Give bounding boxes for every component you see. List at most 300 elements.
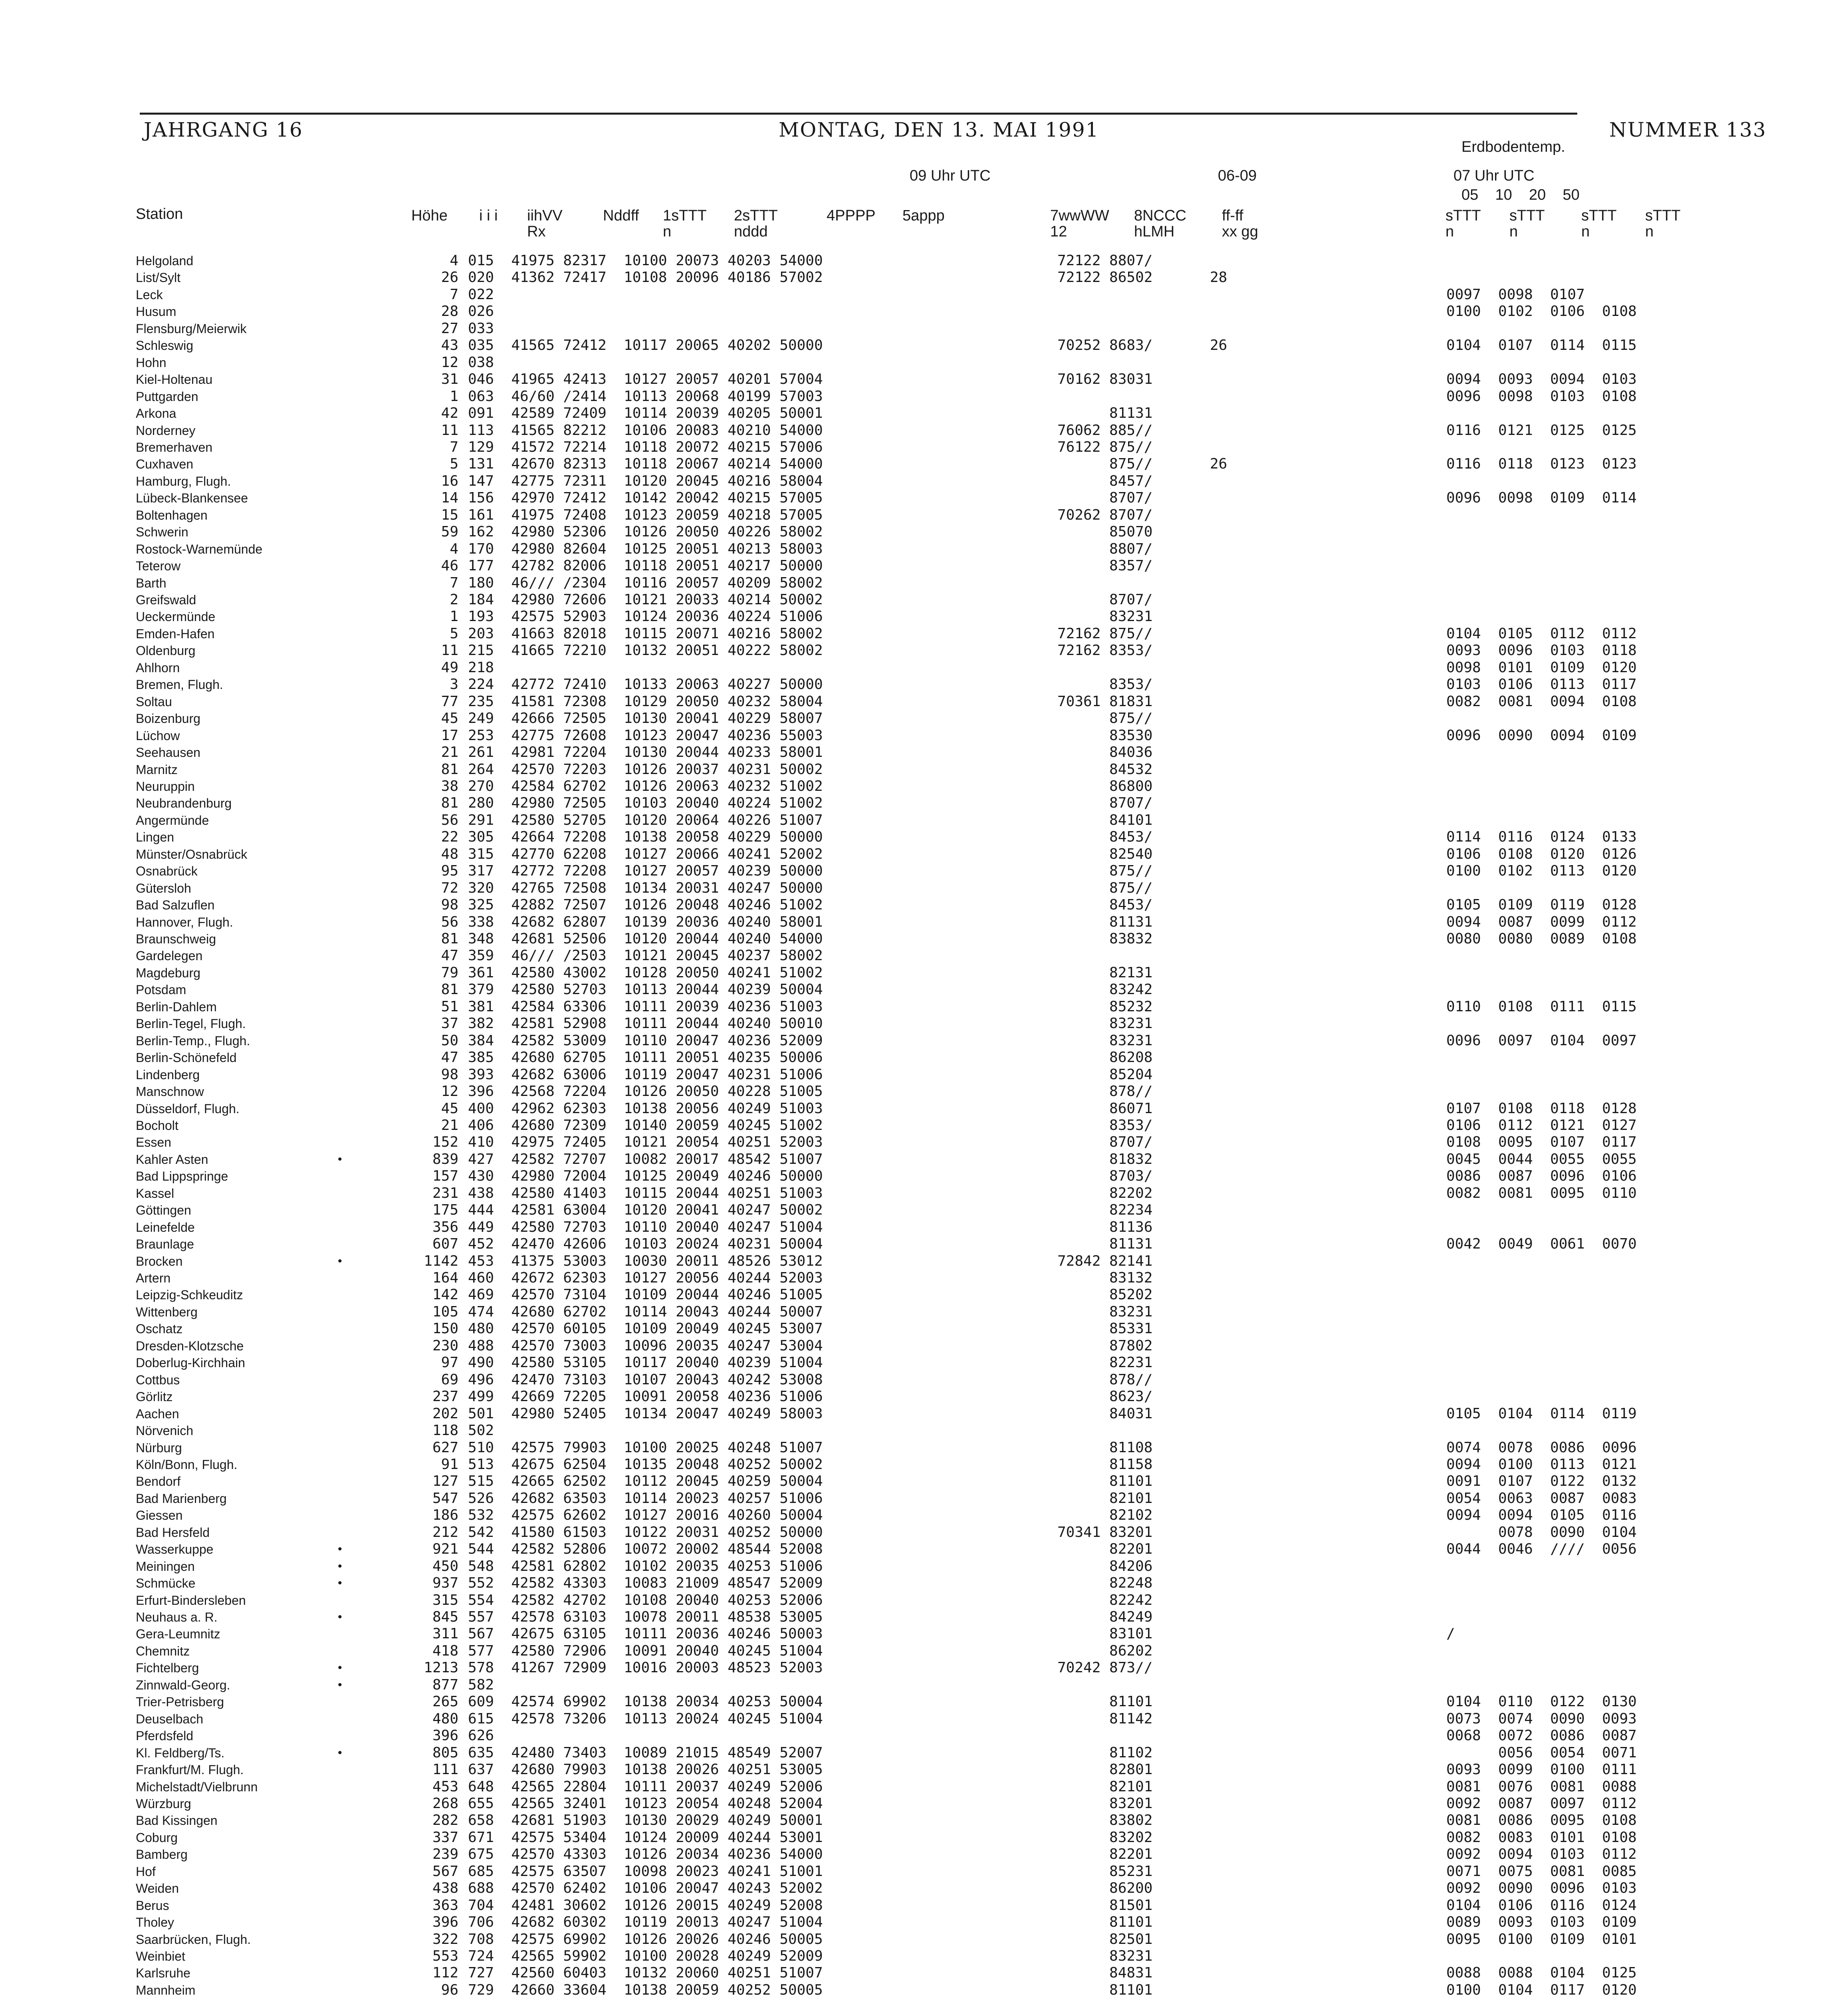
synop-groups-7-8: 86200 (1057, 1880, 1153, 1897)
table-row (0, 1576, 1848, 1590)
soil-temperatures: 0054 0063 0087 0083 (1446, 1490, 1637, 1507)
station-name: Puttgarden (136, 389, 198, 404)
station-code: 452 42470 42606 10103 20024 40231 50004 (468, 1236, 823, 1253)
station-height: 157 (432, 1168, 458, 1185)
table-row (0, 898, 1848, 912)
station-code: 449 42580 72703 10110 20040 40247 51004 (468, 1219, 823, 1235)
synop-groups-7-8: 83231 (1057, 1015, 1153, 1032)
station-code: 704 42481 30602 10126 20015 40249 52008 (468, 1897, 823, 1914)
station-height: 47 (441, 1049, 458, 1066)
station-name: Dresden-Klotzsche (136, 1338, 244, 1353)
soil-temperatures: 0104 0106 0116 0124 (1446, 1897, 1637, 1914)
station-height: 38 (441, 778, 458, 794)
station-code: 022 (468, 286, 494, 303)
station-code: 675 42570 43303 10126 20034 40236 54000 (468, 1846, 823, 1863)
station-name: Leinefelde (136, 1220, 195, 1235)
station-name: Gera-Leumnitz (136, 1627, 220, 1642)
soil-temperatures: 0086 0087 0096 0106 (1446, 1168, 1637, 1185)
station-name: Weiden (136, 1881, 179, 1896)
soil-temperatures: 0114 0116 0124 0133 (1446, 829, 1637, 846)
soil-temperatures: 0068 0072 0086 0087 (1446, 1727, 1637, 1744)
table-row (0, 661, 1848, 675)
pppp-col-header: 4PPPP (827, 207, 876, 224)
station-code: 499 42669 72205 10091 20058 40236 51006 (468, 1388, 823, 1405)
soil-temperatures: 0094 0100 0113 0121 (1446, 1456, 1637, 1473)
synop-groups-7-8: 83202 (1057, 1829, 1153, 1846)
station-name: Emden-Hafen (136, 626, 215, 641)
utc09-heading: 09 Uhr UTC (910, 167, 991, 184)
synop-groups-7-8: 86202 (1057, 1642, 1153, 1659)
station-height: 77 (441, 693, 458, 710)
station-height: 31 (441, 371, 458, 388)
table-row (0, 1458, 1848, 1471)
soil-temperatures: 0108 0095 0107 0117 (1446, 1134, 1637, 1151)
table-row (0, 457, 1848, 471)
station-code: 544 42582 52806 10072 20002 48544 52008 (468, 1541, 823, 1558)
station-name: Braunlage (136, 1237, 194, 1252)
station-height: 1 (450, 608, 458, 625)
synop-groups-7-8: 875// (1057, 879, 1153, 896)
station-name: Artern (136, 1271, 171, 1285)
table-row (0, 1949, 1848, 1963)
synop-groups-7-8: 70252 8683/ (1057, 337, 1153, 354)
station-height: 164 (432, 1270, 458, 1286)
station-code: 348 42681 52506 10120 20044 40240 54000 (468, 931, 823, 947)
table-row (0, 1695, 1848, 1709)
mountain-marker: • (338, 1559, 342, 1573)
table-row (0, 1610, 1848, 1624)
table-row (0, 305, 1848, 318)
soil-temperatures: 0094 0094 0105 0116 (1446, 1507, 1637, 1524)
station-name: Frankfurt/M. Flugh. (136, 1763, 244, 1777)
station-name: Karlsruhe (136, 1966, 190, 1981)
station-code: 438 42580 41403 10115 20044 40251 51003 (468, 1185, 823, 1201)
station-height: 175 (432, 1202, 458, 1219)
station-name: Berlin-Schönefeld (136, 1050, 237, 1065)
synop-groups-7-8: 83231 (1057, 608, 1153, 625)
station-height: 27 (441, 320, 458, 337)
station-name: Pferdsfeld (136, 1729, 194, 1743)
station-height: 282 (432, 1812, 458, 1829)
synop-groups-7-8: 8807/ (1057, 540, 1153, 557)
soil-temperatures: 0082 0081 0095 0110 (1446, 1185, 1637, 1201)
station-name: Hof (136, 1864, 156, 1879)
synop-groups-7-8: 82101 (1057, 1778, 1153, 1795)
table-row (0, 593, 1848, 607)
station-code: 129 41572 72214 10118 20072 40215 57006 (468, 439, 823, 455)
synop-groups-7-8: 875// (1057, 710, 1153, 727)
station-code: 552 42582 43303 10083 21009 48547 52009 (468, 1575, 823, 1592)
station-height: 79 (441, 964, 458, 981)
station-height: 4 (450, 252, 458, 269)
mountain-marker: • (338, 1746, 342, 1759)
synop-groups-7-8: 8707/ (1057, 795, 1153, 812)
table-row (0, 949, 1848, 963)
station-height: 186 (432, 1507, 458, 1524)
station-name: Neuhaus a. R. (136, 1610, 218, 1624)
synop-groups-7-8: 83132 (1057, 1270, 1153, 1286)
synop-groups-7-8: 8453/ (1057, 897, 1153, 913)
synop-groups-7-8: 8453/ (1057, 829, 1153, 846)
station-height: 49 (441, 659, 458, 676)
synop-groups-7-8: 72162 875// (1057, 625, 1153, 642)
station-height: 142 (432, 1286, 458, 1303)
station-height: 450 (432, 1558, 458, 1574)
table-row (0, 373, 1848, 386)
station-code: 532 42575 62602 10127 20016 40260 50004 (468, 1507, 823, 1524)
station-height: 237 (432, 1388, 458, 1405)
mountain-marker: • (338, 1661, 342, 1675)
station-name: Bremerhaven (136, 440, 213, 455)
soil-temperatures: 0103 0106 0113 0117 (1446, 676, 1637, 693)
table-row (0, 1882, 1848, 1895)
soil-temperatures: 0045 0044 0055 0055 (1446, 1151, 1637, 1167)
synop-groups-7-8: 70262 8707/ (1057, 506, 1153, 523)
synop-groups-7-8: 82131 (1057, 964, 1153, 981)
station-code: 359 46/// /2503 10121 20045 40237 58002 (468, 947, 823, 964)
station-name: Bad Kissingen (136, 1813, 218, 1828)
station-name: Barth (136, 576, 167, 590)
synop-groups-7-8: 85070 (1057, 524, 1153, 540)
station-height: 453 (432, 1778, 458, 1795)
mountain-marker: • (338, 1678, 342, 1691)
synop-groups-7-8: 83201 (1057, 1795, 1153, 1812)
synop-groups-7-8: 81158 (1057, 1456, 1153, 1473)
station-code: 177 42782 82006 10118 20051 40217 50000 (468, 558, 823, 574)
table-row (0, 1933, 1848, 1946)
range-heading: 06-09 (1218, 167, 1257, 184)
station-code: 400 42962 62303 10138 20056 40249 51003 (468, 1100, 823, 1117)
station-height: 43 (441, 337, 458, 354)
station-code: 567 42675 63105 10111 20036 40246 50003 (468, 1626, 823, 1642)
station-height: 337 (432, 1829, 458, 1846)
station-code: 046 41965 42413 10127 20057 40201 57004 (468, 371, 823, 388)
synop-groups-7-8: 85204 (1057, 1066, 1153, 1083)
synop-groups-7-8: 82501 (1057, 1931, 1153, 1947)
t1-col-header: 1sTTT n (663, 207, 707, 240)
station-name: Helgoland (136, 254, 194, 268)
station-height: 51 (441, 998, 458, 1015)
station-code: 582 (468, 1676, 494, 1693)
station-name: Braunschweig (136, 932, 216, 946)
synop-groups-7-8: 70361 81831 (1057, 693, 1153, 710)
table-row (0, 1797, 1848, 1810)
station-height: 17 (441, 727, 458, 744)
station-height: 607 (432, 1236, 458, 1253)
ff-col-header: ff-ff xx gg (1222, 207, 1258, 240)
soil-temperatures: 0105 0109 0119 0128 (1446, 897, 1637, 913)
station-height: 845 (432, 1609, 458, 1625)
station-name: Bad Salzuflen (136, 898, 215, 913)
station-height: 937 (432, 1575, 458, 1592)
station-name: Seehausen (136, 745, 200, 760)
t2-col-header: 2sTTT nddd (734, 207, 778, 240)
station-name: Oschatz (136, 1322, 183, 1336)
station-name: Neuruppin (136, 779, 195, 794)
station-code: 688 42570 62402 10106 20047 40243 52002 (468, 1880, 823, 1897)
soil-temperatures: 0081 0076 0081 0088 (1446, 1778, 1637, 1795)
soil-temperatures: 0104 0110 0122 0130 (1446, 1693, 1637, 1710)
synop-groups-7-8: 84036 (1057, 744, 1153, 761)
table-row (0, 864, 1848, 878)
synop-groups-7-8: 76062 885// (1057, 422, 1153, 439)
table-row (0, 271, 1848, 284)
station-code: 469 42570 73104 10109 20044 40246 51005 (468, 1286, 823, 1303)
table-row (0, 1746, 1848, 1760)
synop-groups-7-8: 85202 (1057, 1286, 1153, 1303)
soil-temperatures: 0104 0105 0112 0112 (1446, 625, 1637, 642)
table-row (0, 1627, 1848, 1641)
station-height: 72 (441, 879, 458, 896)
table-row (0, 1526, 1848, 1539)
table-row (0, 1000, 1848, 1014)
station-name: Saarbrücken, Flugh. (136, 1932, 251, 1947)
table-row (0, 1644, 1848, 1658)
station-height: 1 (450, 388, 458, 405)
station-name: Bad Lippspringe (136, 1169, 228, 1184)
table-row (0, 491, 1848, 505)
station-height: 96 (441, 1981, 458, 1997)
station-height: 22 (441, 829, 458, 846)
station-name: Berlin-Dahlem (136, 999, 217, 1014)
synop-groups-7-8: 86800 (1057, 778, 1153, 794)
station-height: 46 (441, 558, 458, 574)
station-name: Hamburg, Flugh. (136, 474, 231, 488)
table-row (0, 712, 1848, 725)
station-name: Norderney (136, 423, 196, 438)
station-name: Lindenberg (136, 1067, 200, 1082)
synop-groups-7-8: 76122 875// (1057, 439, 1153, 455)
station-height: 15 (441, 506, 458, 523)
station-code: 554 42582 42702 10108 20040 40253 52006 (468, 1592, 823, 1608)
table-row (0, 1221, 1848, 1234)
soil-temperatures: 0074 0078 0086 0096 (1446, 1439, 1637, 1456)
synop-groups-7-8: 85232 (1057, 998, 1153, 1015)
table-row (0, 1373, 1848, 1387)
station-code: 320 42765 72508 10134 20031 40247 50000 (468, 879, 823, 896)
table-row (0, 1305, 1848, 1319)
station-height: 7 (450, 574, 458, 591)
table-row (0, 881, 1848, 895)
soil-temperatures: 0104 0107 0114 0115 (1446, 337, 1637, 354)
station-height: 2 (450, 592, 458, 608)
mountain-marker: • (338, 1254, 342, 1268)
station-name: Leipzig-Schkeuditz (136, 1288, 243, 1302)
table-row (0, 1119, 1848, 1132)
station-name: Magdeburg (136, 965, 200, 980)
station-height: 547 (432, 1490, 458, 1507)
synop-groups-7-8: 8457/ (1057, 472, 1153, 489)
station-code: 502 (468, 1422, 494, 1439)
header-rule (140, 113, 1577, 115)
station-height: 363 (432, 1897, 458, 1914)
station-height: 396 (432, 1914, 458, 1931)
station-code: 626 (468, 1727, 494, 1744)
soil-temperatures: 0106 0108 0120 0126 (1446, 846, 1637, 862)
station-code: 444 42581 63004 10120 20041 40247 50002 (468, 1202, 823, 1219)
table-row (0, 1135, 1848, 1149)
table-row (0, 1339, 1848, 1353)
table-row (0, 1424, 1848, 1437)
appp-col-header: 5appp (902, 207, 945, 224)
station-code: 577 42580 72906 10091 20040 40245 51004 (468, 1642, 823, 1659)
stt20-col-header: sTTT n (1581, 207, 1617, 240)
station-code: 270 42584 62702 10126 20063 40232 51002 (468, 778, 823, 794)
table-row (0, 339, 1848, 352)
mountain-marker: • (338, 1610, 342, 1624)
station-code: 384 42582 53009 10110 20047 40236 52009 (468, 1032, 823, 1049)
synop-groups-7-8: 84831 (1057, 1965, 1153, 1981)
station-code: 396 42568 72204 10126 20050 40228 51005 (468, 1083, 823, 1100)
table-row (0, 763, 1848, 776)
station-height: 1142 (424, 1253, 458, 1269)
station-code: 162 42980 52306 10126 20050 40226 58002 (468, 524, 823, 540)
station-height: 91 (441, 1456, 458, 1473)
station-name: Soltau (136, 694, 172, 709)
station-code: 724 42565 59902 10100 20028 40249 52009 (468, 1948, 823, 1964)
station-name: Berlin-Temp., Flugh. (136, 1033, 250, 1048)
station-height: 118 (432, 1422, 458, 1439)
synop-groups-7-8: 84249 (1057, 1609, 1153, 1625)
station-name: Cuxhaven (136, 457, 194, 472)
station-height: 12 (441, 354, 458, 371)
station-name: Erfurt-Bindersleben (136, 1593, 246, 1608)
station-name: Leck (136, 287, 163, 302)
soil-temperatures: 0116 0121 0125 0125 (1446, 422, 1637, 439)
station-height: 231 (432, 1185, 458, 1201)
table-row (0, 627, 1848, 641)
table-row (0, 1237, 1848, 1251)
synop-groups-7-8: 86071 (1057, 1100, 1153, 1117)
station-code: 637 42680 79903 10138 20026 40251 53005 (468, 1761, 823, 1778)
synop-groups-7-8: 82540 (1057, 846, 1153, 862)
station-name: Osnabrück (136, 864, 198, 879)
table-row (0, 1509, 1848, 1522)
station-height: 111 (432, 1761, 458, 1778)
station-name: Cottbus (136, 1372, 180, 1387)
soil-temperatures: 0092 0087 0097 0112 (1446, 1795, 1637, 1812)
station-name: Potsdam (136, 983, 186, 997)
synop-groups-7-8: 8703/ (1057, 1168, 1153, 1185)
station-name: Tholey (136, 1915, 174, 1930)
table-row (0, 1848, 1848, 1861)
soil-temperatures: 0071 0075 0081 0085 (1446, 1863, 1637, 1880)
stt05-col-header: sTTT n (1445, 207, 1481, 240)
synop-groups-7-8: 8623/ (1057, 1388, 1153, 1405)
station-code: 410 42975 72405 10121 20054 40251 52003 (468, 1134, 823, 1151)
station-height: 839 (432, 1151, 458, 1167)
station-code: 091 42589 72409 10114 20039 40205 50001 (468, 405, 823, 422)
station-code: 488 42570 73003 10096 20035 40247 53004 (468, 1337, 823, 1354)
table-row (0, 322, 1848, 335)
station-name: Gardelegen (136, 949, 203, 963)
station-code: 635 42480 73403 10089 21015 48549 52007 (468, 1744, 823, 1761)
station-height: 311 (432, 1626, 458, 1642)
soil-temperatures: 0082 0081 0094 0108 (1446, 693, 1637, 710)
synop-groups-7-8: 8707/ (1057, 592, 1153, 608)
table-row (0, 559, 1848, 573)
table-row (0, 1729, 1848, 1743)
station-code: 261 42981 72204 10130 20044 40233 58001 (468, 744, 823, 761)
soil-temperatures: 0110 0108 0111 0115 (1446, 998, 1637, 1015)
table-row (0, 1017, 1848, 1030)
table-row (0, 1542, 1848, 1556)
synop-groups-7-8: 83231 (1057, 1948, 1153, 1964)
station-code: 430 42980 72004 10125 20049 40246 50000 (468, 1168, 823, 1185)
station-code: 648 42565 22804 10111 20037 40249 52006 (468, 1778, 823, 1795)
station-height: 5 (450, 625, 458, 642)
station-code: 038 (468, 354, 494, 371)
station-name: Coburg (136, 1830, 178, 1845)
table-row (0, 1407, 1848, 1421)
stt50-col-header: sTTT n (1645, 207, 1681, 240)
synop-groups-7-8: 86208 (1057, 1049, 1153, 1066)
table-row (0, 508, 1848, 522)
table-row (0, 542, 1848, 556)
soil-temperatures: 0096 0098 0109 0114 (1446, 490, 1637, 506)
mountain-marker: • (338, 1152, 342, 1166)
station-name: Bocholt (136, 1118, 178, 1133)
station-name: Lingen (136, 830, 174, 845)
station-code: 609 42574 69902 10138 20034 40253 50004 (468, 1693, 823, 1710)
table-row (0, 983, 1848, 997)
station-height: 95 (441, 863, 458, 879)
table-row (0, 1255, 1848, 1268)
table-row (0, 729, 1848, 742)
synop-groups-7-8: 81131 (1057, 405, 1153, 422)
station-code: 393 42682 63006 10119 20047 40231 51006 (468, 1066, 823, 1083)
soil-temperatures: 0093 0099 0100 0111 (1446, 1761, 1637, 1778)
station-name: Trier-Petrisberg (136, 1695, 224, 1709)
table-row (0, 424, 1848, 437)
soil-temperatures: 0080 0080 0089 0108 (1446, 931, 1637, 947)
station-height: 322 (432, 1931, 458, 1947)
station-code: 317 42772 72208 10127 20057 40239 50000 (468, 863, 823, 879)
station-code: 215 41665 72210 10132 20051 40222 58002 (468, 642, 823, 659)
soil-temperatures: 0097 0098 0107 (1446, 286, 1585, 303)
synop-groups-7-8: 83242 (1057, 981, 1153, 998)
synop-groups-7-8: 72842 82141 (1057, 1253, 1153, 1269)
station-code: 557 42578 63103 10078 20011 48538 53005 (468, 1609, 823, 1625)
station-name: Nörvenich (136, 1423, 194, 1438)
table-row (0, 966, 1848, 980)
station-code: 035 41565 72412 10117 20065 40202 50000 (468, 337, 823, 354)
table-row (0, 1966, 1848, 1980)
synop-groups-7-8: 81101 (1057, 1981, 1153, 1997)
table-row (0, 1390, 1848, 1403)
soil-temperatures: 0096 0097 0104 0097 (1446, 1032, 1637, 1049)
station-height: 7 (450, 439, 458, 455)
station-code: 193 42575 52903 10124 20036 40224 51006 (468, 608, 823, 625)
station-height: 28 (441, 303, 458, 320)
station-height: 805 (432, 1744, 458, 1761)
station-code: 474 42680 62702 10114 20043 40244 50007 (468, 1303, 823, 1320)
soil-temperatures: 0093 0096 0103 0118 (1446, 642, 1637, 659)
table-row (0, 1814, 1848, 1827)
station-code: 184 42980 72606 10121 20033 40214 50002 (468, 592, 823, 608)
table-row (0, 1441, 1848, 1455)
station-code: 291 42580 52705 10120 20064 40226 51007 (468, 812, 823, 828)
station-name: Ueckermünde (136, 609, 216, 624)
table-row (0, 1102, 1848, 1116)
soil-temperatures: 0088 0088 0104 0125 (1446, 1965, 1637, 1981)
station-height: 45 (441, 710, 458, 727)
station-name: Zinnwald-Georg. (136, 1677, 230, 1692)
station-name: Doberlug-Kirchhain (136, 1356, 245, 1370)
station-height: 315 (432, 1592, 458, 1608)
station-height: 212 (432, 1524, 458, 1540)
station-height: 567 (432, 1863, 458, 1880)
